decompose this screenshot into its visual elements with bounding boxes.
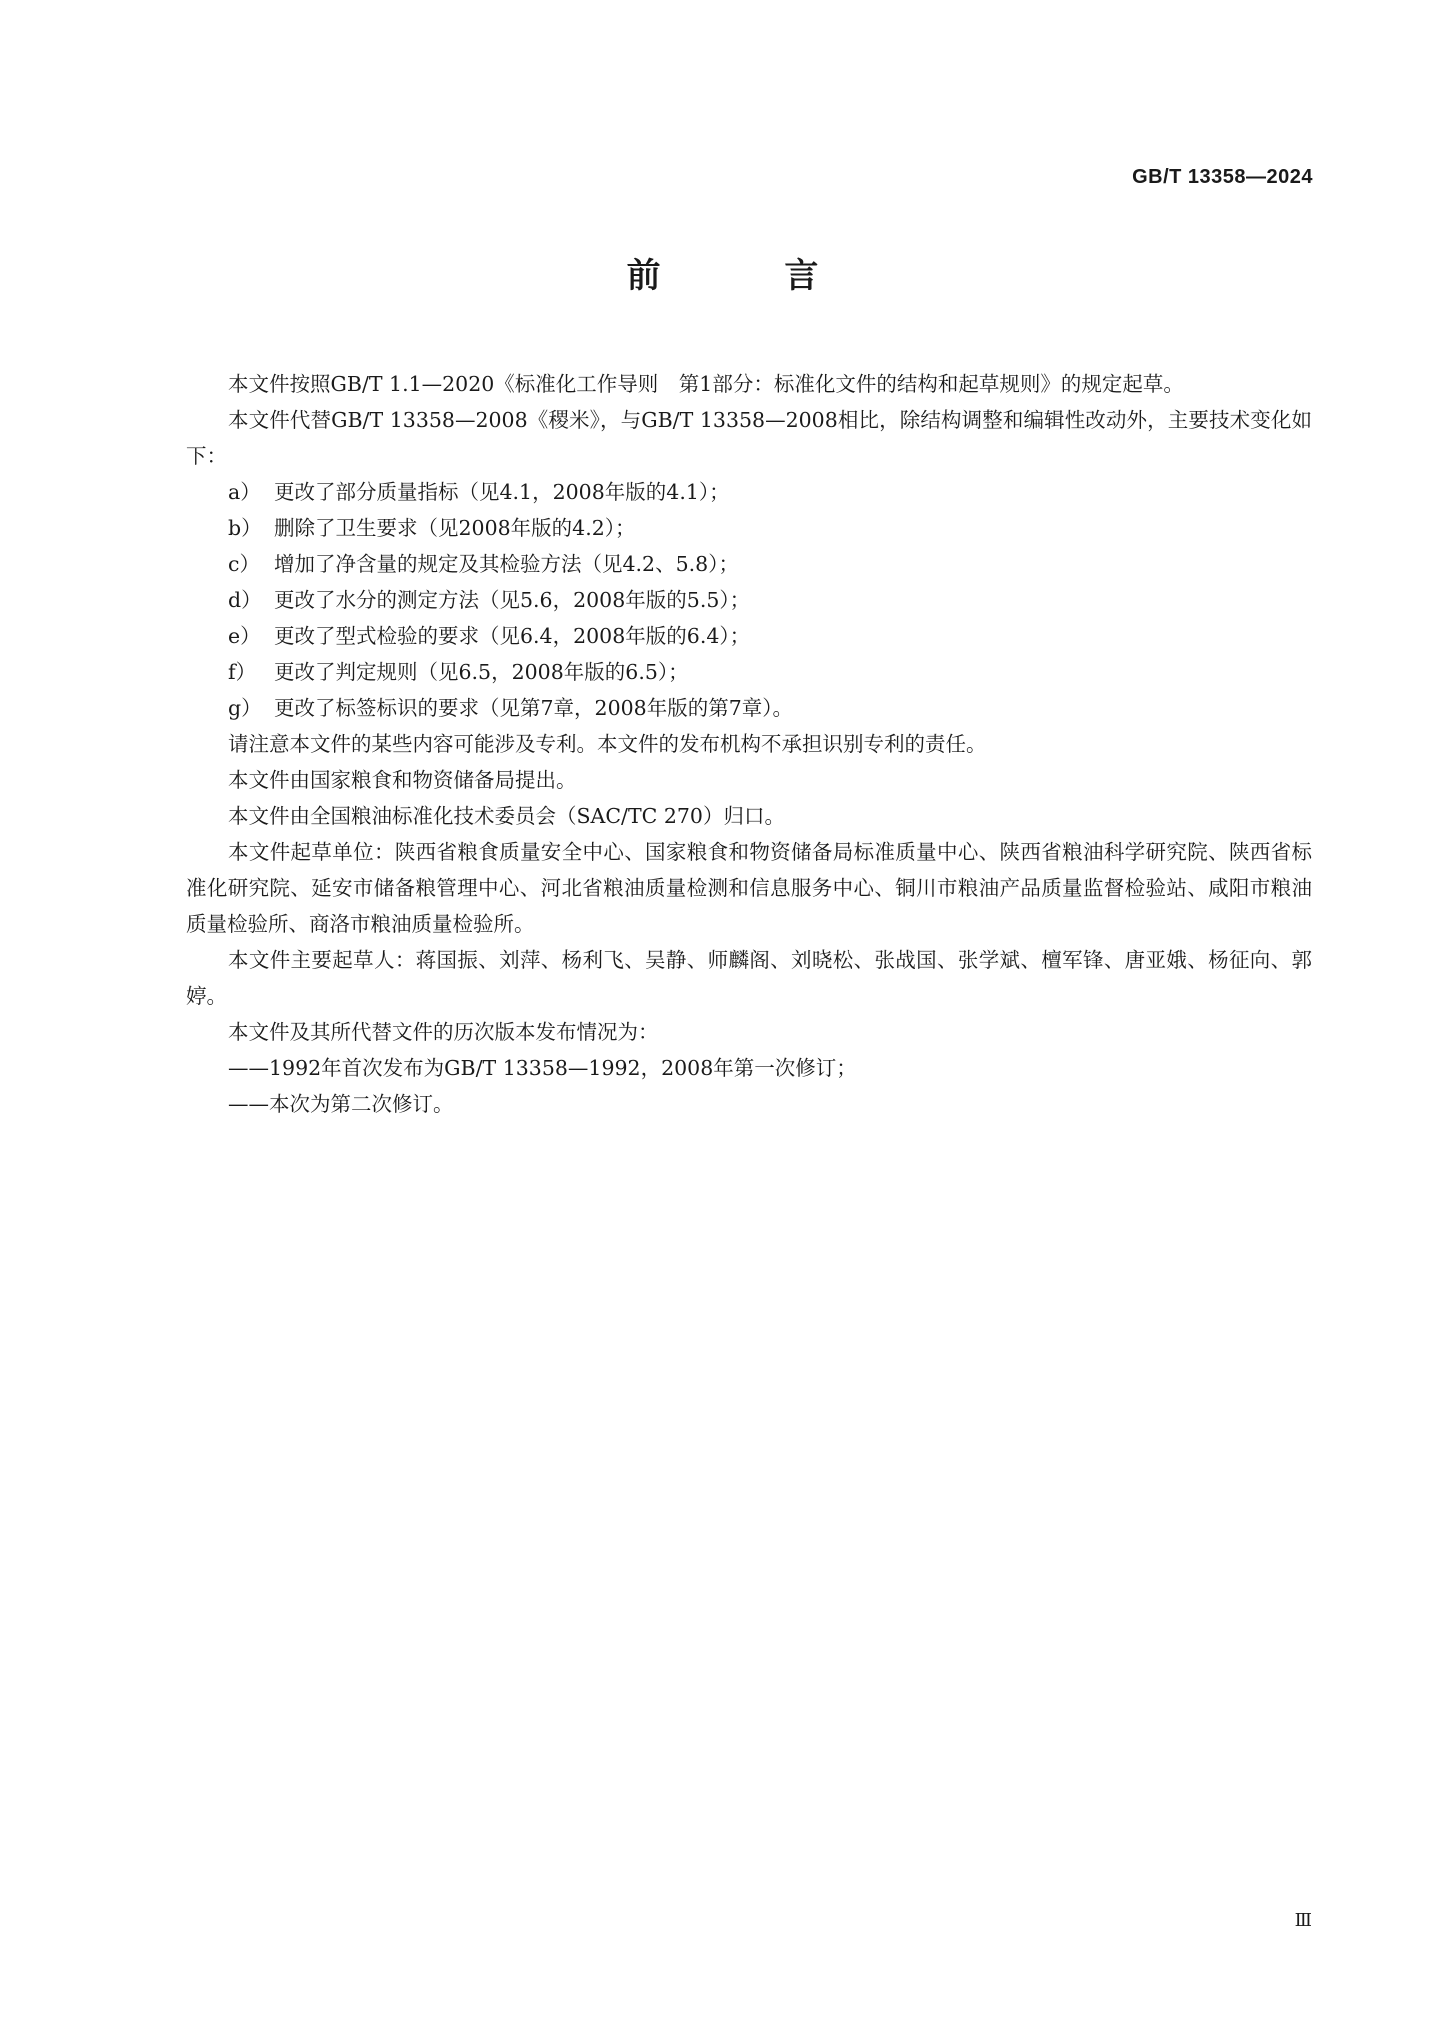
list-item-label: f） [228, 660, 257, 684]
list-item-label: b） [228, 516, 262, 540]
paragraph-technical-committee: 本文件由全国粮油标准化技术委员会（SAC/TC 270）归口。 [228, 804, 785, 828]
list-item [186, 618, 1312, 654]
paragraph-replacement: 本文件代替GB/T 13358—2008《稷米》，与GB/T 13358—2008相比，除结构调整和编辑性改动外，主要技术变化如下： [186, 408, 1312, 468]
paragraph-patent-notice: 请注意本文件的某些内容可能涉及专利。本文件的发布机构不承担识别专利的责任。 [228, 732, 987, 756]
list-item-label: d） [228, 588, 262, 612]
list-item-text: 更改了标签标识的要求（见第7章，2008年版的第7章）。 [274, 696, 794, 720]
page-number: Ⅲ [1294, 1910, 1313, 1931]
list-item [186, 474, 1312, 510]
list-item-label: c） [228, 552, 260, 576]
list-item [186, 654, 1312, 690]
list-item-text: 更改了水分的测定方法（见5.6，2008年版的5.5）； [274, 588, 751, 612]
list-item [186, 690, 1312, 726]
version-history-list [186, 1050, 1312, 1122]
paragraph-version-history-intro: 本文件及其所代替文件的历次版本发布情况为： [228, 1020, 659, 1044]
list-item-text: 更改了判定规则（见6.5，2008年版的6.5）； [274, 660, 689, 684]
list-item-label: e） [228, 624, 261, 648]
paragraph-drafting-rules: 本文件按照GB/T 1.1—2020《标准化工作导则 第1部分：标准化文件的结构和起草规则》的规定起草。 [228, 372, 1184, 396]
list-item-label: g） [228, 696, 262, 720]
foreword-body [186, 366, 1312, 1122]
list-item-text: 更改了部分质量指标（见4.1，2008年版的4.1）； [274, 480, 730, 504]
list-item [186, 510, 1312, 546]
history-item: ——1992年首次发布为GB/T 13358—1992，2008年第一次修订； [228, 1056, 857, 1080]
list-item-text: 增加了净含量的规定及其检验方法（见4.2、5.8）； [274, 552, 739, 576]
list-item [186, 582, 1312, 618]
list-item-text: 删除了卫生要求（见2008年版的4.2）； [274, 516, 636, 540]
page-title: 前 言 [626, 256, 875, 296]
list-item-label: a） [228, 480, 261, 504]
list-item [186, 546, 1312, 582]
paragraph-drafting-units: 本文件起草单位：陕西省粮食质量安全中心、国家粮食和物资储备局标准质量中心、陕西省粮油科学研究院、陕西省标准化研究院、延安市储备粮管理中心、河北省粮油质量检测和信息服务中心、铜川市粮油产品质量监督检验站、咸阳市粮油质量检验所、商洛市粮油质量检验所。 [186, 840, 1312, 936]
paragraph-drafters: 本文件主要起草人：蒋国振、刘萍、杨利飞、吴静、师麟阁、刘晓松、张战国、张学斌、檀军锋、唐亚娥、杨征向、郭婷。 [186, 948, 1312, 1008]
standard-code: GB/T 13358—2024 [1132, 166, 1313, 188]
history-item: ——本次为第二次修订。 [228, 1092, 454, 1116]
list-item-text: 更改了型式检验的要求（见6.4，2008年版的6.4）； [274, 624, 751, 648]
paragraph-proposer: 本文件由国家粮食和物资储备局提出。 [228, 768, 577, 792]
changes-list [186, 474, 1312, 726]
